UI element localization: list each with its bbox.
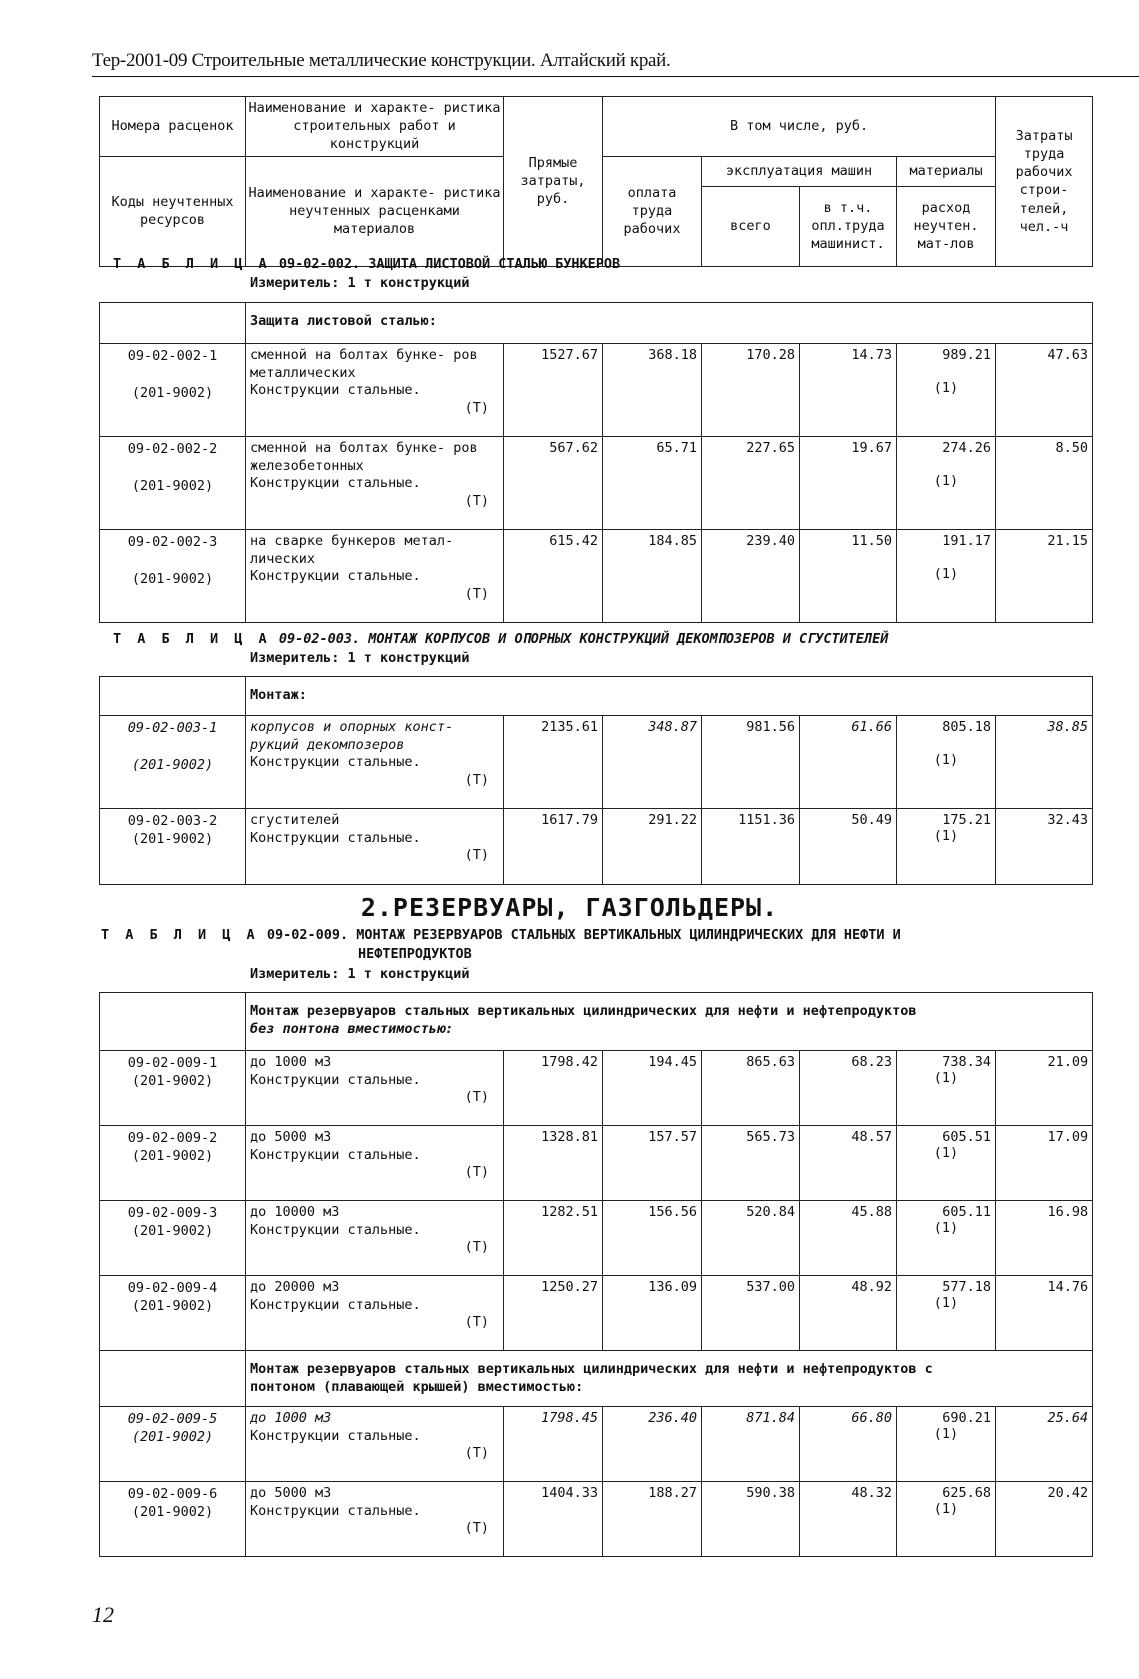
work-name: сгустителей bbox=[250, 812, 340, 828]
unit-mark: (Т) bbox=[464, 585, 489, 602]
machine-cost: 865.63 bbox=[702, 1051, 800, 1126]
machinist-pay: 11.50 bbox=[800, 530, 897, 623]
material-name: Конструкции стальные. bbox=[250, 1071, 421, 1088]
section-spacer bbox=[100, 993, 246, 1051]
table-caption bbox=[113, 255, 620, 273]
work-name: до 5000 м3 bbox=[250, 1129, 332, 1145]
col-res-name: Наименование и характе- ристика неучтенных расценками материалов bbox=[246, 156, 504, 266]
table-09-02-002 bbox=[99, 302, 1093, 623]
material-name: Конструкции стальные. bbox=[250, 1502, 421, 1519]
materials-cost: 805.18 bbox=[942, 719, 991, 735]
rate-code: 09-02-003-1 bbox=[127, 720, 218, 736]
unit-mark: (Т) bbox=[464, 1314, 489, 1331]
material-name: Конструкции стальные. bbox=[250, 1146, 421, 1163]
col-labor: Затраты труда рабочих строи- телей, чел.-ч bbox=[996, 97, 1093, 267]
material-usage: (1) bbox=[933, 1220, 959, 1236]
col-name: Наименование и характе- ристика строительных работ и конструкций bbox=[246, 97, 504, 157]
resource-code: (201-9002) bbox=[131, 1223, 214, 1240]
material-usage: (1) bbox=[933, 1501, 959, 1517]
unit-mark: (Т) bbox=[464, 847, 489, 864]
table-caption bbox=[113, 630, 888, 648]
col-labor-pay: оплата труда рабочих bbox=[603, 156, 702, 266]
unit-mark: (Т) bbox=[464, 771, 489, 788]
table-label: Т А Б Л И Ц А bbox=[101, 927, 259, 943]
section-spacer bbox=[100, 677, 246, 716]
work-name: до 5000 м3 bbox=[250, 1485, 332, 1501]
material-usage: (1) bbox=[933, 380, 959, 396]
table-09-02-003 bbox=[99, 676, 1093, 885]
section-spacer bbox=[100, 1351, 246, 1407]
material-name: Конструкции стальные. bbox=[250, 475, 421, 492]
rate-code: 09-02-009-6 bbox=[127, 1486, 218, 1502]
table-09-02-009 bbox=[99, 992, 1093, 1557]
direct-cost: 1617.79 bbox=[504, 809, 603, 885]
labor-pay: 188.27 bbox=[603, 1482, 702, 1557]
resource-code: (201-9002) bbox=[131, 1073, 214, 1090]
material-name: Конструкции стальные. bbox=[250, 829, 421, 846]
rate-code: 09-02-009-5 bbox=[127, 1411, 218, 1427]
labor-hours: 21.09 bbox=[996, 1051, 1093, 1126]
col-machines: эксплуатация машин bbox=[702, 156, 897, 186]
table-meter: Измеритель: 1 т конструкций bbox=[250, 275, 470, 291]
table-meter: Измеритель: 1 т конструкций bbox=[250, 650, 470, 666]
section-caption bbox=[246, 993, 1093, 1051]
table-title: 09-02-002. ЗАЩИТА ЛИСТОВОЙ СТАЛЬЮ БУНКЕРОВ bbox=[278, 256, 621, 272]
material-name: Конструкции стальные. bbox=[250, 1296, 421, 1313]
resource-code: (201-9002) bbox=[131, 1504, 214, 1521]
machinist-pay: 14.73 bbox=[800, 344, 897, 437]
unit-mark: (Т) bbox=[464, 1520, 489, 1537]
direct-cost: 1328.81 bbox=[504, 1126, 603, 1201]
labor-pay: 65.71 bbox=[603, 437, 702, 530]
labor-hours: 25.64 bbox=[996, 1407, 1093, 1482]
resource-code: (201-9002) bbox=[131, 1298, 214, 1315]
direct-cost: 1798.45 bbox=[504, 1407, 603, 1482]
machinist-pay: 48.92 bbox=[800, 1276, 897, 1351]
machinist-pay: 45.88 bbox=[800, 1201, 897, 1276]
table-title: 09-02-003. МОНТАЖ КОРПУСОВ И ОПОРНЫХ КОНСТРУКЦИЙ ДЕКОМПОЗЕРОВ И СГУСТИТЕЛЕЙ bbox=[278, 631, 889, 647]
resource-code: (201-9002) bbox=[131, 1148, 214, 1165]
work-name: корпусов и опорных конст- рукций декомпозеров bbox=[250, 719, 454, 753]
material-name: Конструкции стальные. bbox=[250, 1221, 421, 1238]
machine-cost: 565.73 bbox=[702, 1126, 800, 1201]
resource-code: (201-9002) bbox=[131, 831, 214, 848]
col-materials: материалы bbox=[897, 156, 996, 186]
resource-code: (201-9002) bbox=[131, 1429, 214, 1446]
table-meter: Измеритель: 1 т конструкций bbox=[250, 966, 470, 982]
rate-code: 09-02-002-3 bbox=[127, 534, 218, 550]
machine-cost: 239.40 bbox=[702, 530, 800, 623]
col-mach-incl: в т.ч. опл.труда машинист. bbox=[800, 186, 897, 266]
unit-mark: (Т) bbox=[464, 1089, 489, 1106]
resource-code: (201-9002) bbox=[131, 478, 214, 495]
work-name: на сварке бункеров метал- лических bbox=[250, 533, 454, 567]
section-caption-line: Монтаж резервуаров стальных вертикальных цилиндрических для нефти и нефтепродуктов bbox=[250, 1003, 917, 1019]
table-row bbox=[100, 437, 1093, 530]
col-incl: В том числе, руб. bbox=[603, 97, 996, 157]
table-row bbox=[100, 809, 1093, 885]
rate-code: 09-02-009-3 bbox=[127, 1205, 218, 1221]
column-header-table bbox=[99, 96, 1093, 267]
direct-cost: 615.42 bbox=[504, 530, 603, 623]
labor-pay: 184.85 bbox=[603, 530, 702, 623]
direct-cost: 1250.27 bbox=[504, 1276, 603, 1351]
table-title: 09-02-009. МОНТАЖ РЕЗЕРВУАРОВ СТАЛЬНЫХ ВЕРТИКАЛЬНЫХ ЦИЛИНДРИЧЕСКИХ ДЛЯ НЕФТИ И bbox=[266, 927, 901, 943]
section-spacer bbox=[100, 303, 246, 344]
machinist-pay: 19.67 bbox=[800, 437, 897, 530]
material-name: Конструкции стальные. bbox=[250, 568, 421, 585]
rate-code: 09-02-002-2 bbox=[127, 441, 218, 457]
table-row bbox=[100, 716, 1093, 809]
unit-mark: (Т) bbox=[464, 1164, 489, 1181]
machinist-pay: 66.80 bbox=[800, 1407, 897, 1482]
machine-cost: 170.28 bbox=[702, 344, 800, 437]
col-mach-total: всего bbox=[702, 186, 800, 266]
work-name: сменной на болтах бунке- ров железобетонных bbox=[250, 440, 478, 474]
rate-code: 09-02-009-1 bbox=[127, 1055, 218, 1071]
section-caption-line: Монтаж резервуаров стальных вертикальных цилиндрических для нефти и нефтепродуктов с bbox=[250, 1361, 933, 1377]
materials-cost: 690.21 bbox=[942, 1410, 991, 1426]
material-usage: (1) bbox=[933, 828, 959, 844]
rate-code: 09-02-009-4 bbox=[127, 1280, 218, 1296]
direct-cost: 1282.51 bbox=[504, 1201, 603, 1276]
work-name: до 10000 м3 bbox=[250, 1204, 340, 1220]
labor-hours: 8.50 bbox=[996, 437, 1093, 530]
materials-cost: 175.21 bbox=[942, 812, 991, 828]
material-usage: (1) bbox=[933, 1426, 959, 1442]
table-row bbox=[100, 1126, 1093, 1201]
section-title: 2.РЕЗЕРВУАРЫ, ГАЗГОЛЬДЕРЫ. bbox=[360, 893, 779, 922]
material-usage: (1) bbox=[933, 1145, 959, 1161]
unit-mark: (Т) bbox=[464, 492, 489, 509]
materials-cost: 625.68 bbox=[942, 1485, 991, 1501]
unit-mark: (Т) bbox=[464, 1445, 489, 1462]
table-label: Т А Б Л И Ц А bbox=[113, 256, 271, 272]
machinist-pay: 61.66 bbox=[800, 716, 897, 809]
labor-pay: 291.22 bbox=[603, 809, 702, 885]
table-row bbox=[100, 1407, 1093, 1482]
direct-cost: 2135.61 bbox=[504, 716, 603, 809]
direct-cost: 1404.33 bbox=[504, 1482, 603, 1557]
labor-pay: 156.56 bbox=[603, 1201, 702, 1276]
machine-cost: 981.56 bbox=[702, 716, 800, 809]
col-mat-usage: расход неучтен. мат-лов bbox=[897, 186, 996, 266]
labor-hours: 47.63 bbox=[996, 344, 1093, 437]
labor-hours: 20.42 bbox=[996, 1482, 1093, 1557]
unit-mark: (Т) bbox=[464, 1239, 489, 1256]
material-usage: (1) bbox=[933, 752, 959, 768]
machine-cost: 227.65 bbox=[702, 437, 800, 530]
materials-cost: 577.18 bbox=[942, 1279, 991, 1295]
machine-cost: 1151.36 bbox=[702, 809, 800, 885]
work-name: до 1000 м3 bbox=[250, 1054, 332, 1070]
direct-cost: 1798.42 bbox=[504, 1051, 603, 1126]
unit-mark: (Т) bbox=[464, 399, 489, 416]
section-caption: Защита листовой сталью: bbox=[246, 303, 1093, 344]
rate-code: 09-02-003-2 bbox=[127, 813, 218, 829]
labor-hours: 17.09 bbox=[996, 1126, 1093, 1201]
machinist-pay: 68.23 bbox=[800, 1051, 897, 1126]
table-label: Т А Б Л И Ц А bbox=[113, 631, 271, 647]
labor-pay: 348.87 bbox=[603, 716, 702, 809]
material-usage: (1) bbox=[933, 1295, 959, 1311]
machine-cost: 590.38 bbox=[702, 1482, 800, 1557]
machinist-pay: 50.49 bbox=[800, 809, 897, 885]
machine-cost: 537.00 bbox=[702, 1276, 800, 1351]
machine-cost: 520.84 bbox=[702, 1201, 800, 1276]
col-direct: Прямые затраты, руб. bbox=[504, 97, 603, 267]
material-name: Конструкции стальные. bbox=[250, 754, 421, 771]
page-header: Тер-2001-09 Строительные металлические конструкции. Алтайский край. bbox=[92, 50, 1139, 77]
work-name: до 20000 м3 bbox=[250, 1279, 340, 1295]
machine-cost: 871.84 bbox=[702, 1407, 800, 1482]
table-row bbox=[100, 1051, 1093, 1126]
table-row bbox=[100, 1482, 1093, 1557]
materials-cost: 605.11 bbox=[942, 1204, 991, 1220]
material-name: Конструкции стальные. bbox=[250, 1427, 421, 1444]
table-caption bbox=[101, 926, 901, 944]
resource-code: (201-9002) bbox=[131, 571, 214, 588]
labor-hours: 32.43 bbox=[996, 809, 1093, 885]
work-name: сменной на болтах бунке- ров металлических bbox=[250, 347, 478, 381]
table-row bbox=[100, 530, 1093, 623]
resource-code: (201-9002) bbox=[131, 385, 214, 402]
labor-pay: 236.40 bbox=[603, 1407, 702, 1482]
section-caption-line: понтоном (плавающей крышей) вместимостью: bbox=[250, 1379, 584, 1396]
materials-cost: 191.17 bbox=[942, 533, 991, 549]
labor-hours: 21.15 bbox=[996, 530, 1093, 623]
table-row bbox=[100, 1276, 1093, 1351]
table-row bbox=[100, 1201, 1093, 1276]
table-title-continued: НЕФТЕПРОДУКТОВ bbox=[358, 946, 472, 962]
materials-cost: 738.34 bbox=[942, 1054, 991, 1070]
materials-cost: 274.26 bbox=[942, 440, 991, 456]
labor-pay: 368.18 bbox=[603, 344, 702, 437]
labor-pay: 194.45 bbox=[603, 1051, 702, 1126]
material-name: Конструкции стальные. bbox=[250, 382, 421, 399]
section-caption bbox=[246, 1351, 1093, 1407]
labor-hours: 38.85 bbox=[996, 716, 1093, 809]
page-number: 12 bbox=[92, 1602, 114, 1627]
labor-pay: 157.57 bbox=[603, 1126, 702, 1201]
rate-code: 09-02-002-1 bbox=[127, 348, 218, 364]
resource-code: (201-9002) bbox=[131, 757, 214, 774]
materials-cost: 605.51 bbox=[942, 1129, 991, 1145]
work-name: до 1000 м3 bbox=[250, 1410, 332, 1426]
material-usage: (1) bbox=[933, 566, 959, 582]
labor-hours: 14.76 bbox=[996, 1276, 1093, 1351]
col-res-codes: Коды неучтенных ресурсов bbox=[100, 156, 246, 266]
col-codes: Номера расценок bbox=[100, 97, 246, 157]
table-row bbox=[100, 344, 1093, 437]
machinist-pay: 48.32 bbox=[800, 1482, 897, 1557]
materials-cost: 989.21 bbox=[942, 347, 991, 363]
machinist-pay: 48.57 bbox=[800, 1126, 897, 1201]
section-caption: Монтаж: bbox=[246, 677, 1093, 716]
material-usage: (1) bbox=[933, 473, 959, 489]
rate-code: 09-02-009-2 bbox=[127, 1130, 218, 1146]
labor-hours: 16.98 bbox=[996, 1201, 1093, 1276]
labor-pay: 136.09 bbox=[603, 1276, 702, 1351]
direct-cost: 567.62 bbox=[504, 437, 603, 530]
material-usage: (1) bbox=[933, 1070, 959, 1086]
direct-cost: 1527.67 bbox=[504, 344, 603, 437]
section-caption-line: без понтона вместимостью: bbox=[250, 1021, 454, 1038]
